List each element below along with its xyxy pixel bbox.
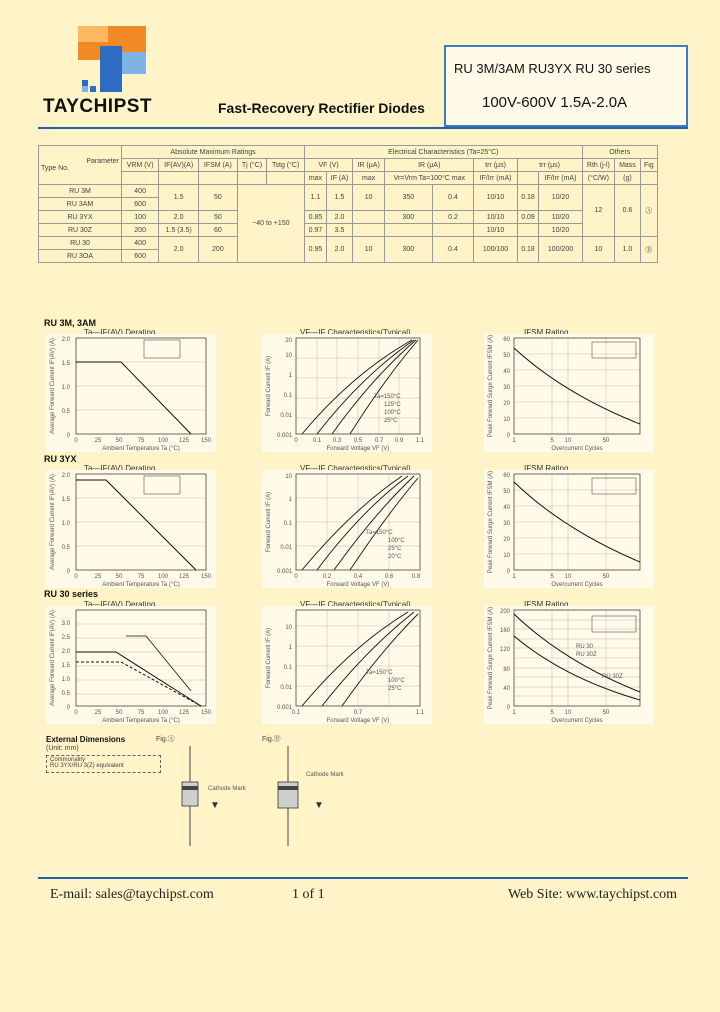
svg-text:Cathode Mark: Cathode Mark — [306, 772, 344, 778]
package-drawing-b — [256, 742, 356, 852]
svg-text:100°C: 100°C — [388, 678, 405, 684]
svg-text:1: 1 — [288, 645, 292, 651]
svg-text:75: 75 — [137, 438, 145, 444]
waveform-inset-icon — [592, 478, 636, 494]
svg-text:10: 10 — [503, 553, 510, 559]
col-ir: IR (μA) — [353, 159, 385, 172]
svg-text:Ambient Temperature Ta (°C): Ambient Temperature Ta (°C) — [102, 718, 180, 724]
svg-text:0.5: 0.5 — [353, 438, 363, 444]
svg-text:50: 50 — [602, 574, 610, 580]
cell-ifa: 2.0 — [326, 211, 352, 224]
svg-text:Overcurrent Cycles: Overcurrent Cycles — [551, 446, 603, 452]
svg-text:10: 10 — [564, 438, 572, 444]
svg-text:10: 10 — [285, 353, 292, 359]
cell-ifa: 1.5 — [326, 185, 352, 211]
cell-fig: Ⓐ — [640, 185, 657, 237]
svg-text:0.4: 0.4 — [353, 574, 363, 580]
group-header-elec: Electrical Characteristics (Ta=25°C) — [305, 146, 582, 159]
svg-text:Average Forward Current IF(AV): Average Forward Current IF(AV) (A) — [50, 474, 56, 570]
svg-text:50: 50 — [115, 710, 123, 716]
svg-text:100: 100 — [157, 574, 169, 580]
svg-text:20: 20 — [503, 537, 510, 543]
diode-symbol-icon: ▼ — [314, 800, 324, 811]
svg-text:0: 0 — [74, 574, 78, 580]
svg-text:5: 5 — [550, 574, 554, 580]
sub-cw: (°C/W) — [582, 172, 615, 185]
cell-ifsm: 60 — [199, 224, 238, 237]
svg-text:2.5: 2.5 — [61, 635, 70, 641]
row-vrm: 600 — [122, 198, 159, 211]
svg-text:10: 10 — [564, 574, 572, 580]
vf-curve — [332, 340, 416, 434]
svg-text:Forward Voltage VF (V): Forward Voltage VF (V) — [326, 446, 390, 452]
col-trr2: trr (μs) — [517, 159, 582, 172]
sub-ifirr2: IF/Irr (mA) — [539, 172, 582, 185]
section-title-ru30: RU 30 series — [44, 589, 99, 599]
cell-vf: 0.95 — [305, 237, 327, 263]
svg-text:0: 0 — [66, 433, 70, 439]
cell-tj: −40 to +150 — [237, 185, 304, 263]
sub-if: IF (A) — [326, 172, 352, 185]
svg-text:100°C: 100°C — [388, 538, 405, 544]
table-row — [39, 185, 658, 198]
derating-curve — [76, 662, 201, 706]
col-vrm: VRM (V) — [122, 159, 159, 172]
derating-plot-1 — [46, 334, 216, 452]
svg-text:10: 10 — [503, 417, 510, 423]
graph-title: IFSM Rating — [524, 328, 569, 337]
svg-text:Forward Voltage VF (V): Forward Voltage VF (V) — [326, 582, 390, 588]
cell-ifirr: 10/10 — [474, 224, 517, 237]
ext-dims-title: External Dimensions — [46, 735, 126, 744]
cell-ifirr2: 10/20 — [539, 211, 582, 224]
col-tstg: Tstg (°C) — [267, 159, 305, 172]
svg-text:1.0: 1.0 — [61, 677, 70, 683]
svg-text:1: 1 — [512, 710, 516, 716]
footer-website[interactable]: Web Site: www.taychipst.com — [508, 887, 678, 902]
svg-text:100°C: 100°C — [384, 410, 401, 416]
svg-text:1.0: 1.0 — [61, 521, 70, 527]
svg-text:Peak Forward Surge Current IFS: Peak Forward Surge Current IFSM (A) — [488, 334, 494, 438]
svg-text:0.6: 0.6 — [384, 574, 394, 580]
svg-text:25: 25 — [94, 574, 102, 580]
vf-plot-3 — [262, 606, 432, 724]
vf-curve — [342, 614, 418, 706]
svg-text:50: 50 — [503, 353, 510, 359]
cell-rth: 10 — [582, 237, 615, 263]
svg-text:0.01: 0.01 — [280, 545, 292, 551]
svg-text:1.1: 1.1 — [415, 438, 425, 444]
graph-title: Ta—IF(AV) Derating — [84, 328, 156, 337]
svg-text:0: 0 — [66, 569, 70, 575]
section-title-ru3yx: RU 3YX — [44, 454, 77, 464]
svg-text:Overcurrent Cycles: Overcurrent Cycles — [551, 718, 603, 724]
svg-text:80: 80 — [503, 667, 510, 673]
svg-text:0: 0 — [506, 569, 510, 575]
svg-text:60: 60 — [503, 473, 510, 479]
svg-text:40: 40 — [503, 686, 510, 692]
cell-vf: 1.1 — [305, 185, 327, 211]
svg-text:5: 5 — [550, 438, 554, 444]
svg-text:3.0: 3.0 — [61, 621, 70, 627]
cell-trr2: 0.18 — [517, 185, 539, 211]
footer-rule — [38, 877, 688, 879]
svg-text:10: 10 — [285, 474, 292, 480]
col-ifav: IF(AV)(A) — [159, 159, 199, 172]
svg-text:50: 50 — [602, 710, 610, 716]
spec-table — [38, 145, 658, 263]
svg-text:Ta=150°C: Ta=150°C — [366, 670, 393, 676]
svg-text:RU 30Z: RU 30Z — [576, 652, 597, 658]
circuit-inset-icon — [144, 340, 180, 358]
svg-text:0.5: 0.5 — [61, 409, 70, 415]
circuit-inset-icon — [144, 476, 180, 494]
cell-if: 2.0 — [159, 211, 199, 224]
svg-text:Cathode Mark: Cathode Mark — [208, 786, 246, 792]
row-type: RU 3M — [39, 185, 122, 198]
cell-ir: 10 — [353, 237, 385, 263]
table-corner: Parameter Type No. — [39, 146, 122, 185]
cell-trr: 0.2 — [432, 211, 474, 224]
ext-dims-unit: (Unit: mm) — [46, 745, 79, 752]
svg-text:Ambient Temperature Ta (°C): Ambient Temperature Ta (°C) — [102, 446, 180, 452]
brand-logo — [72, 22, 152, 96]
svg-text:0.1: 0.1 — [283, 521, 292, 527]
derating-curve — [76, 362, 191, 434]
ext-dims-note: Commonality RU 3YX/RU 3(Z) equivalent — [46, 755, 161, 773]
svg-text:40: 40 — [503, 369, 510, 375]
svg-text:2.0: 2.0 — [61, 473, 70, 479]
cell-ir2: 300 — [385, 237, 432, 263]
document-title: Fast-Recovery Rectifier Diodes — [218, 100, 425, 116]
svg-text:Peak Forward Surge Current IFS: Peak Forward Surge Current IFSM (A) — [488, 470, 494, 574]
svg-text:25°C: 25°C — [384, 418, 398, 424]
svg-text:0.8: 0.8 — [411, 574, 421, 580]
svg-text:100: 100 — [157, 438, 169, 444]
table-row — [39, 211, 658, 224]
svg-text:0.5: 0.5 — [61, 545, 70, 551]
svg-text:0: 0 — [66, 705, 70, 711]
svg-text:0.7: 0.7 — [353, 710, 363, 716]
graph-title: Ta—IF(AV) Derating — [84, 600, 156, 609]
cell-ifsm: 200 — [199, 237, 238, 263]
cell-trr: 0.4 — [432, 185, 474, 211]
header-rule — [38, 127, 688, 129]
svg-text:0.2: 0.2 — [322, 574, 332, 580]
cell-if: 1.5 — [159, 185, 199, 211]
vf-curve — [302, 476, 402, 570]
sub-g: (g) — [615, 172, 640, 185]
table-row — [39, 224, 658, 237]
svg-text:125°C: 125°C — [384, 402, 401, 408]
svg-text:25: 25 — [94, 710, 102, 716]
svg-text:Forward Current IF (A): Forward Current IF (A) — [266, 355, 272, 417]
row-vrm: 100 — [122, 211, 159, 224]
svg-text:1: 1 — [288, 497, 292, 503]
svg-text:Ambient Temperature Ta (°C): Ambient Temperature Ta (°C) — [102, 582, 180, 588]
cell-trr: 0.4 — [432, 237, 474, 263]
col-tj: Tj (°C) — [237, 159, 267, 172]
derating-plot-2 — [46, 470, 216, 588]
cell-if: 2.0 — [159, 237, 199, 263]
package-drawing-a — [150, 742, 250, 852]
svg-text:Forward Current IF (A): Forward Current IF (A) — [266, 491, 272, 553]
graph-title: IFSM Rating — [524, 464, 569, 473]
sub-vr: Vr=Vrm Ta=100°C max — [385, 172, 474, 185]
svg-text:0.1: 0.1 — [312, 438, 322, 444]
col-vf: VF (V) — [305, 159, 353, 172]
svg-text:0.01: 0.01 — [280, 685, 292, 691]
cell-ifirr2: 100/200 — [539, 237, 582, 263]
derating-plot-3 — [46, 606, 216, 724]
svg-text:Forward Voltage VF (V): Forward Voltage VF (V) — [326, 718, 390, 724]
footer-email[interactable]: E-mail: sales@taychipst.com — [50, 887, 214, 902]
svg-text:150: 150 — [200, 438, 212, 444]
cell-ir2: 350 — [385, 185, 432, 211]
row-type: RU 30Z — [39, 224, 122, 237]
row-vrm: 400 — [122, 237, 159, 250]
col-fig: Fig — [640, 159, 657, 172]
svg-text:1.0: 1.0 — [61, 385, 70, 391]
vf-curve — [334, 476, 414, 570]
col-trr: trr (μs) — [474, 159, 517, 172]
svg-text:10: 10 — [564, 710, 572, 716]
svg-text:1.5: 1.5 — [61, 663, 70, 669]
svg-text:2.0: 2.0 — [61, 337, 70, 343]
svg-text:50: 50 — [602, 438, 610, 444]
cell-vf: 0.97 — [305, 224, 327, 237]
svg-text:150: 150 — [200, 574, 212, 580]
svg-text:Ta=150°C: Ta=150°C — [374, 394, 401, 400]
cell-ir: 10 — [353, 185, 385, 211]
svg-text:1.1: 1.1 — [415, 710, 425, 716]
svg-text:125: 125 — [178, 710, 190, 716]
cell-trr2: 0.09 — [517, 211, 539, 224]
cell-ifirr: 100/100 — [474, 237, 517, 263]
cell-fig: Ⓑ — [640, 237, 657, 263]
cell-ir2: 300 — [385, 211, 432, 224]
sub-max2: max — [353, 172, 385, 185]
svg-text:0.1: 0.1 — [283, 665, 292, 671]
svg-text:30: 30 — [503, 521, 510, 527]
svg-text:RU 30: RU 30 — [576, 644, 594, 650]
graph-title: Ta—IF(AV) Derating — [84, 464, 156, 473]
cell-vf: 0.85 — [305, 211, 327, 224]
logo-blue-stem — [100, 46, 122, 92]
group-header-others: Others — [582, 146, 657, 159]
graph-title: VF—IF Characteristics(Typical) — [300, 464, 411, 473]
svg-text:0: 0 — [294, 574, 298, 580]
svg-text:0.3: 0.3 — [332, 438, 342, 444]
svg-text:0.001: 0.001 — [276, 569, 292, 575]
svg-text:Average Forward Current IF(AV): Average Forward Current IF(AV) (A) — [50, 338, 56, 434]
sub-max: max — [305, 172, 327, 185]
svg-text:Overcurrent Cycles: Overcurrent Cycles — [551, 582, 603, 588]
svg-text:120: 120 — [499, 647, 510, 653]
svg-text:25°C: 25°C — [388, 546, 402, 552]
svg-text:Ta=150°C: Ta=150°C — [366, 530, 393, 536]
svg-text:1.5: 1.5 — [61, 361, 70, 367]
svg-text:160: 160 — [499, 628, 510, 634]
graph-title: VF—IF Characteristics(Typical) — [300, 600, 411, 609]
vf-curve — [350, 478, 418, 570]
series-line1: RU 3M/3AM RU3YX RU 30 series — [454, 61, 651, 76]
cell-if: 1.5 (3.5) — [159, 224, 199, 237]
svg-text:0: 0 — [74, 438, 78, 444]
svg-text:0.1: 0.1 — [283, 393, 292, 399]
svg-text:200: 200 — [499, 609, 510, 615]
svg-text:1: 1 — [512, 438, 516, 444]
section-title-ru3m: RU 3M, 3AM — [44, 318, 97, 328]
cell-mass: 1.0 — [615, 237, 640, 263]
ifsm-plot-2 — [484, 470, 654, 588]
svg-text:10: 10 — [285, 625, 292, 631]
svg-text:Forward Current IF (A): Forward Current IF (A) — [266, 627, 272, 689]
svg-text:20: 20 — [503, 401, 510, 407]
svg-text:20: 20 — [285, 338, 292, 344]
fig-a-label: Fig.Ⓐ — [156, 736, 175, 743]
svg-text:75: 75 — [137, 574, 145, 580]
svg-text:0: 0 — [74, 710, 78, 716]
svg-text:Peak Forward Surge Current IFS: Peak Forward Surge Current IFSM (A) — [488, 606, 494, 710]
svg-text:0.1: 0.1 — [291, 710, 301, 716]
waveform-inset-icon — [592, 616, 636, 632]
svg-text:0.7: 0.7 — [374, 438, 384, 444]
svg-text:0: 0 — [294, 438, 298, 444]
cell-ifsm: 50 — [199, 211, 238, 224]
col-mass: Mass — [615, 159, 640, 172]
ifsm-plot-3 — [484, 606, 654, 724]
svg-text:50: 50 — [115, 438, 123, 444]
table-row — [39, 237, 658, 250]
svg-text:1: 1 — [288, 373, 292, 379]
svg-text:125: 125 — [178, 438, 190, 444]
col-ir2: IR (μA) — [385, 159, 474, 172]
row-vrm: 200 — [122, 224, 159, 237]
svg-text:40: 40 — [503, 505, 510, 511]
svg-text:60: 60 — [503, 337, 510, 343]
row-type: RU 30 — [39, 237, 122, 250]
vf-curve — [317, 340, 414, 434]
svg-text:1.5: 1.5 — [61, 497, 70, 503]
cell-ifa: 3.5 — [326, 224, 352, 237]
row-type: RU 3YX — [39, 211, 122, 224]
cell-mass: 0.6 — [615, 185, 640, 237]
svg-text:0.5: 0.5 — [61, 691, 70, 697]
series-line2: 100V-600V 1.5A-2.0A — [482, 94, 628, 111]
svg-text:50: 50 — [115, 574, 123, 580]
fig-b-label: Fig.Ⓑ — [262, 736, 281, 743]
waveform-inset-icon — [592, 342, 636, 358]
svg-text:2.0: 2.0 — [61, 649, 70, 655]
group-header-abs: Absolute Maximum Ratings — [122, 146, 305, 159]
row-vrm: 400 — [122, 185, 159, 198]
cell-ifirr2: 10/20 — [539, 185, 582, 211]
cell-ifirr: 10/10 — [474, 185, 517, 211]
svg-text:30: 30 — [503, 385, 510, 391]
cell-ifa: 2.0 — [326, 237, 352, 263]
cell-rth: 12 — [582, 185, 615, 237]
svg-text:1: 1 — [512, 574, 516, 580]
col-ifsm: IFSM (A) — [199, 159, 238, 172]
cell-trr2: 0.18 — [517, 237, 539, 263]
svg-text:20°C: 20°C — [388, 554, 402, 560]
svg-text:0: 0 — [506, 705, 510, 711]
cell-ifsm: 50 — [199, 185, 238, 211]
graph-title: VF—IF Characteristics(Typical) — [300, 328, 411, 337]
svg-text:0.001: 0.001 — [276, 705, 292, 711]
svg-text:0.01: 0.01 — [280, 413, 292, 419]
ifsm-plot-1 — [484, 334, 654, 452]
footer-page: 1 of 1 — [292, 887, 325, 902]
row-type: RU 3AM — [39, 198, 122, 211]
row-type: RU 3OA — [39, 250, 122, 263]
diode-symbol-icon: ▼ — [210, 800, 220, 811]
svg-text:5: 5 — [550, 710, 554, 716]
svg-text:25: 25 — [94, 438, 102, 444]
graph-title: IFSM Rating — [524, 600, 569, 609]
svg-text:125: 125 — [178, 574, 190, 580]
derating-curve — [76, 652, 201, 706]
svg-text:Average Forward Current IF(AV): Average Forward Current IF(AV) (A) — [50, 610, 56, 706]
vf-plot-1 — [262, 334, 432, 452]
sub-ifirr: IF/Irr (mA) — [474, 172, 517, 185]
svg-text:100: 100 — [157, 710, 169, 716]
svg-text:25°C: 25°C — [388, 686, 402, 692]
svg-text:150: 150 — [200, 710, 212, 716]
brand-name: TAYCHIPST — [43, 96, 153, 117]
svg-text:0.001: 0.001 — [276, 433, 292, 439]
svg-text:0.9: 0.9 — [394, 438, 404, 444]
col-rth: Rth (j-l) — [582, 159, 615, 172]
cell-ifirr: 10/10 — [474, 211, 517, 224]
derating-curve — [76, 480, 196, 570]
svg-text:50: 50 — [503, 489, 510, 495]
series-box — [444, 45, 688, 127]
svg-text:0: 0 — [506, 433, 510, 439]
svg-text:RU 30Z: RU 30Z — [602, 674, 623, 680]
vf-plot-2 — [262, 470, 432, 588]
svg-text:75: 75 — [137, 710, 145, 716]
row-vrm: 600 — [122, 250, 159, 263]
cell-ifirr2: 10/20 — [539, 224, 582, 237]
